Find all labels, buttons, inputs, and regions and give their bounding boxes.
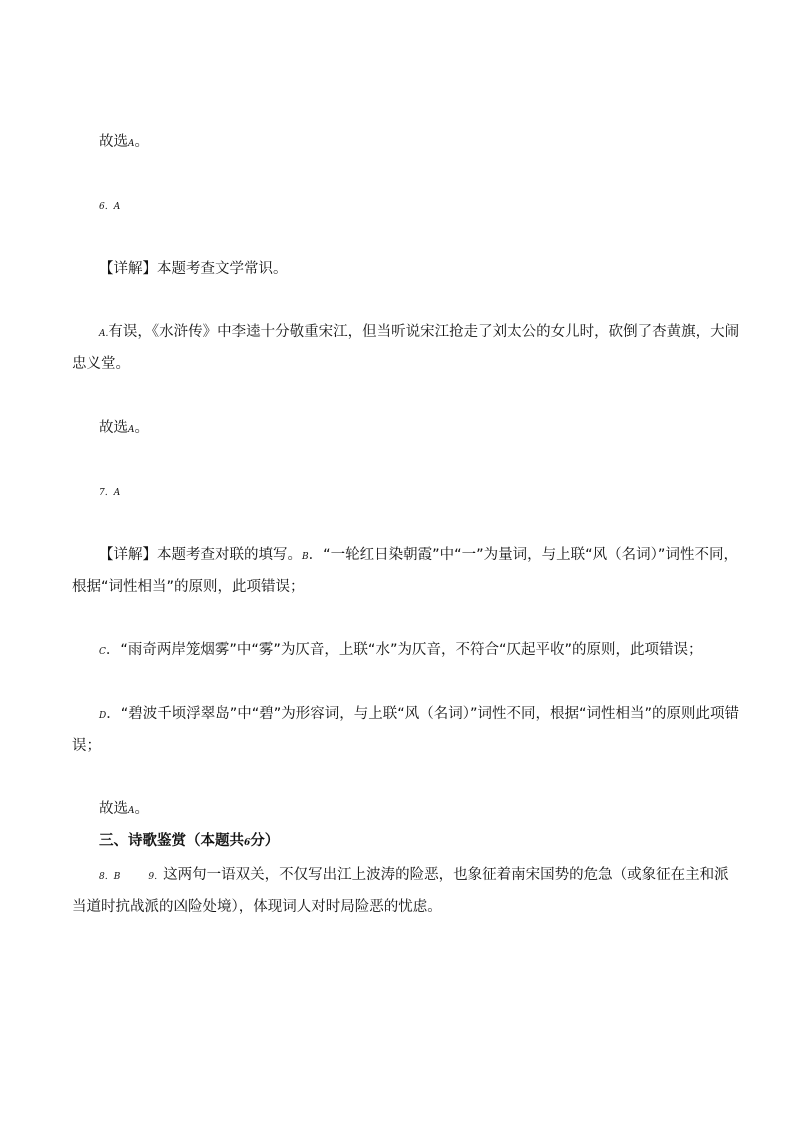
answer-suffix: 。	[134, 801, 149, 817]
question-separator: ．	[104, 488, 114, 498]
answer-prefix: 故选	[99, 134, 128, 150]
question-6-explanation-line1	[99, 323, 739, 343]
question-answer-text: 这两句一语双关，不仅写出江上波涛的险恶，也象征着南宋国势的危急（或象征在主和派	[163, 867, 729, 883]
answer-suffix: 。	[134, 420, 149, 436]
answer-prefix: 故选	[99, 420, 128, 436]
question-number: 6	[99, 202, 105, 212]
option-text: ．“碧波千顷浮翠岛”中“碧”为形容词，与上联“风（名词）”词性不同，根据“词性相当”的原则此项错	[106, 706, 740, 722]
answer-letter: A	[128, 425, 135, 435]
question-8-9-line1	[99, 866, 729, 886]
detail-text: 【详解】本题考查对联的填写。	[99, 547, 302, 563]
question-6-detail: 【详解】本题考查文学常识。	[99, 261, 288, 277]
answer-prefix: 故选	[99, 801, 128, 817]
question-6-explanation-line2: 忠义堂。	[72, 356, 130, 372]
explanation-text: 有误，《水浒传》中李逵十分敬重宋江，但当听说宋江抢走了刘太公的女儿时，砍倒了杏黄旗，大闹	[108, 324, 740, 340]
detail-text: ．“一轮红日染朝霞”中“一”为量词，与上联“风（名词）”词性不同，	[308, 547, 738, 563]
section-heading	[99, 832, 279, 852]
question-7-answer	[99, 482, 120, 502]
question-number: 7	[99, 488, 105, 498]
option-text: ．“雨奇两岸笼烟雾”中“雾”为仄音，上联“水”为仄音，不符合“仄起平收”的原则，此项错误；	[105, 642, 703, 658]
question-7-option-d-line2: 误；	[72, 738, 101, 754]
question-answer: B	[113, 872, 121, 882]
question-separator: ．	[154, 872, 164, 882]
option-letter: D	[99, 711, 107, 721]
answer-letter: A	[128, 806, 135, 816]
question-7-detail-line1	[99, 546, 738, 566]
section-heading-text: 分）	[250, 833, 280, 849]
section-score: 6	[244, 838, 251, 848]
answer-choice-line	[99, 419, 149, 439]
answer-choice-line	[99, 133, 149, 153]
option-letter: C	[99, 647, 106, 657]
question-answer: A	[113, 202, 121, 212]
section-heading-text: 三、诗歌鉴赏（本题共	[99, 833, 244, 849]
answer-choice-line	[99, 800, 149, 820]
question-separator: ．	[104, 872, 114, 882]
option-letter: A.	[99, 329, 109, 339]
answer-letter: A	[128, 139, 135, 149]
question-9-line2: 当道时抗战派的凶险处境），体现词人对时局险恶的忧虑。	[72, 899, 442, 915]
answer-suffix: 。	[134, 134, 149, 150]
option-letter: B	[302, 552, 309, 562]
question-answer: A	[113, 488, 121, 498]
question-separator: ．	[104, 202, 114, 212]
question-7-detail-line2: 根据“词性相当”的原则，此项错误；	[72, 579, 305, 595]
question-7-option-d-line1	[99, 705, 739, 725]
question-number: 8	[99, 872, 105, 882]
question-6-answer	[99, 196, 120, 216]
question-7-option-c	[99, 641, 702, 661]
question-number: 9	[148, 872, 155, 882]
